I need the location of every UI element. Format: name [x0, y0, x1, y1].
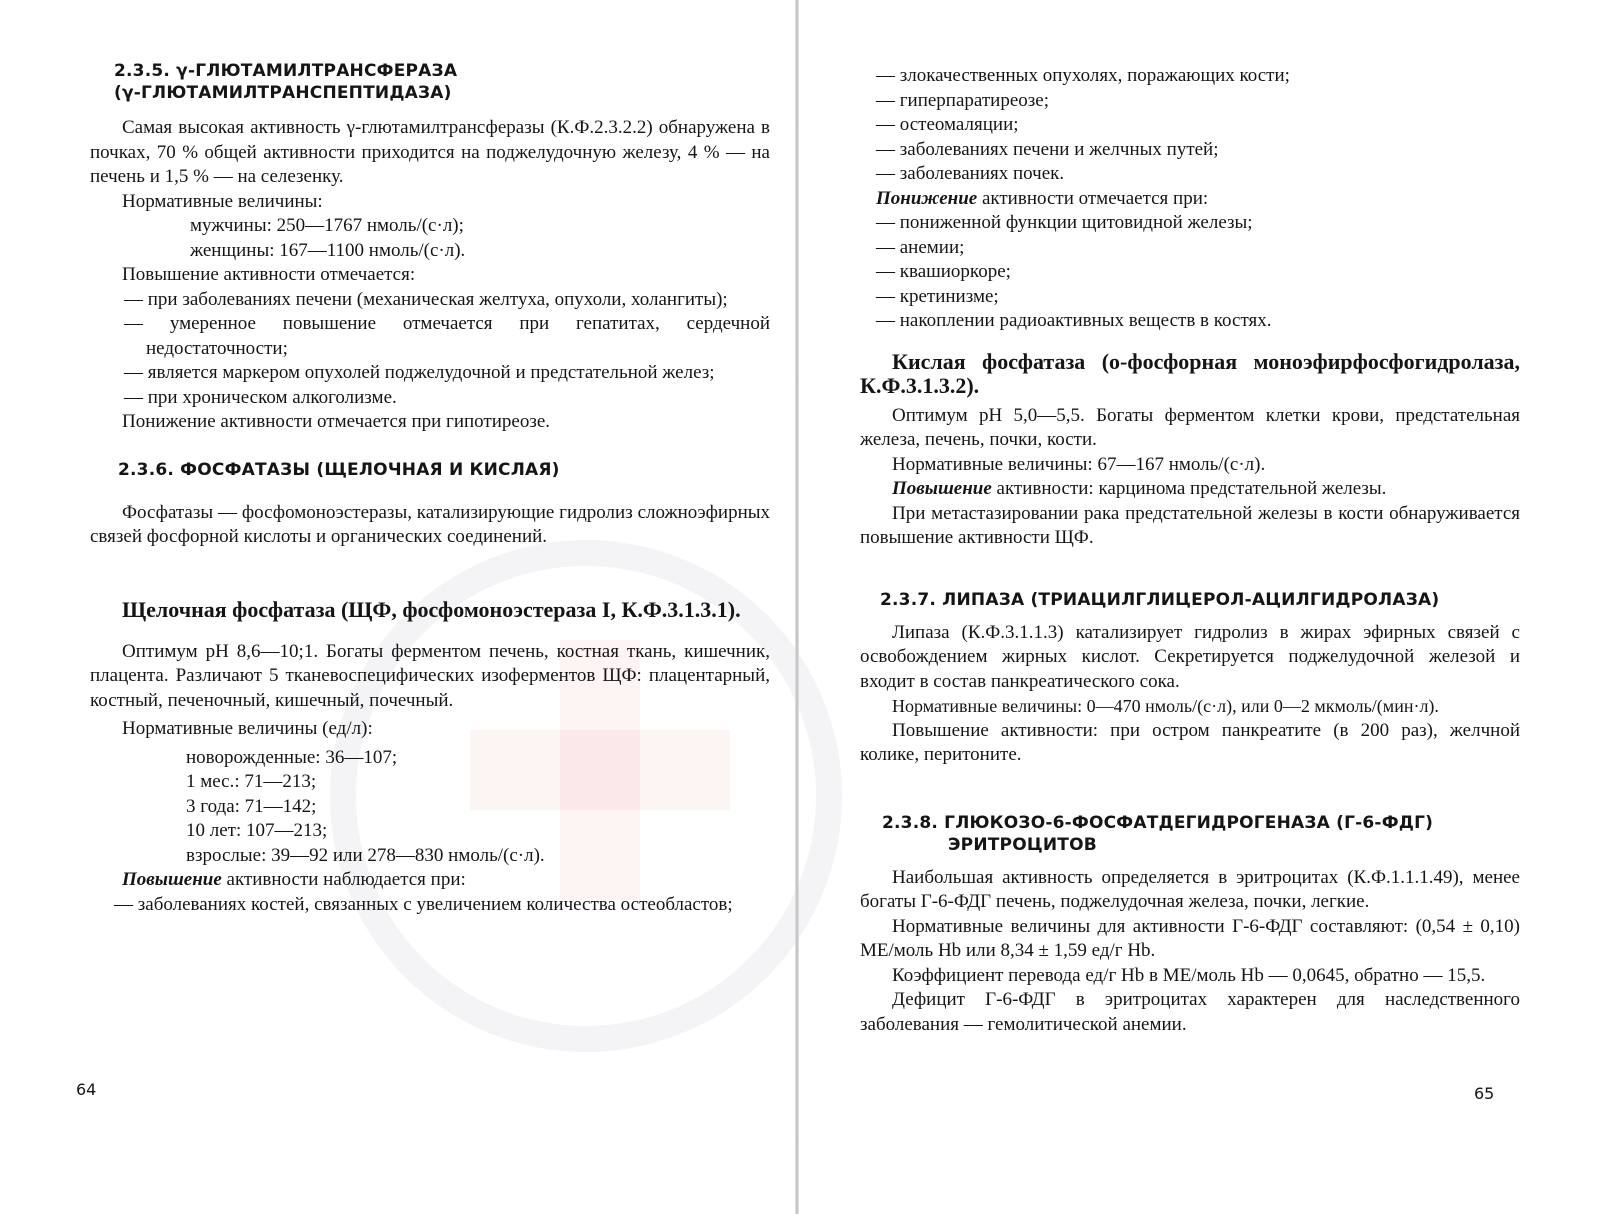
g6pd-paragraph-2: Нормативные величины для активности Г-6-ФДГ составляют: (0,54 ± 0,10) МЕ/моль Hb или 8,34 ± 1,59 ед/г Hb. — [860, 915, 1520, 961]
phosphatase-paragraph: Фосфатазы — фосфомоноэстеразы, катализирующие гидролиз сложноэфирных связей фосфорной кислоты и органических соединений. — [90, 501, 770, 547]
ggt-paragraph: Самая высокая активность γ-глютамилтрансферазы (К.Ф.2.3.2.2) обнаружена в почках, 70 % общей активности приходится на поджелудочную железу, 4 % — на печень и 1,5 % — на селезенку. — [90, 117, 770, 187]
alkaline-norm-newborn: новорожденные: 36—107; — [186, 746, 398, 768]
alkaline-decrease-item-5: — накоплении радиоактивных веществ в костях. — [876, 310, 1272, 331]
heading-2-3-6: 2.3.6. ФОСФАТАЗЫ (ЩЕЛОЧНАЯ И КИСЛАЯ) — [118, 459, 560, 480]
g6pd-paragraph-1: Наибольшая активность определяется в эритроцитах (К.Ф.1.1.1.49), менее богаты Г-6-ФДГ печень, поджелудочная железа, почки, легкие. — [860, 866, 1520, 912]
ggt-increase-item-1: — при заболеваниях печени (механическая желтуха, опухоли, холангиты); — [124, 288, 728, 310]
acid-increase-line: Повышение активности: карцинома предстательной железы. — [892, 478, 1387, 499]
acid-metastasis: При метастазировании рака предстательной железы в кости обнаруживается повышение активности ЩФ. — [860, 502, 1520, 548]
heading-2-3-5: 2.3.5. γ-ГЛЮТАМИЛТРАНСФЕРАЗА (γ-ГЛЮТАМИЛТРАНСПЕПТИДАЗА) — [114, 61, 458, 103]
ggt-decrease: Понижение активности отмечается при гипотиреозе. — [122, 411, 551, 432]
alkaline-decrease-item-3: — квашиоркоре; — [876, 261, 1011, 282]
alkaline-norm-10-years: 10 лет: 107—213; — [186, 820, 328, 841]
lipase-norm: Нормативные величины: 0—470 нмоль/(с·л), или 0—2 мкмоль/(мин·л). — [892, 696, 1439, 716]
page-number-left: 64 — [76, 1080, 97, 1099]
ggt-increase-item-2: — умеренное повышение отмечается при гепатитах, сердечной недостаточности; — [124, 313, 770, 359]
alkaline-decrease-item-2: — анемии; — [876, 236, 965, 258]
alkaline-decrease-item-4: — кретинизме; — [876, 285, 999, 307]
alkaline-norm-3-years: 3 года: 71—142; — [186, 795, 317, 817]
g6pd-paragraph-3: Коэффициент перевода ед/г Hb в МЕ/моль Hb — 0,0645, обратно — 15,5. — [892, 964, 1486, 986]
page-number-right: 65 — [1474, 1084, 1495, 1103]
alkaline-increase-item-3: — гиперпаратиреозе; — [876, 89, 1049, 111]
ggt-norm-women: женщины: 167—1100 нмоль/(с·л). — [190, 239, 466, 261]
alkaline-phosphatase-paragraph: Оптимум рН 8,6—10;1. Богаты ферментом печень, костная ткань, кишечник, плацента. Различают 5 тканевоспецифических изоферментов ЩФ: плацентарный, костный, печеночный, кишечный, почечный. — [90, 640, 770, 711]
ggt-norm-label: Нормативные величины: — [122, 190, 323, 212]
page-gutter — [795, 0, 799, 1214]
heading-2-3-7: 2.3.7. ЛИПАЗА (ТРИАЦИЛГЛИЦЕРОЛ-АЦИЛГИДРОЛАЗА) — [880, 589, 1440, 610]
alkaline-increase-item-5: — заболеваниях печени и желчных путей; — [876, 138, 1219, 160]
acid-phosphatase-title: Кислая фосфатаза (о-фосфорная моноэфирфосфогидролаза, К.Ф.3.1.3.2). — [860, 348, 1520, 398]
alkaline-phosphatase-title: Щелочная фосфатаза (ЩФ, фосфомоноэстераза I, К.Ф.3.1.3.1). — [122, 596, 741, 622]
right-page — [860, 64, 1520, 1037]
heading-2-3-8: 2.3.8. ГЛЮКОЗО-6-ФОСФАТДЕГИДРОГЕНАЗА (Г-6-ФДГ) ЭРИТРОЦИТОВ — [882, 812, 1434, 855]
alkaline-increase-item-6: — заболеваниях почек. — [876, 163, 1065, 184]
alkaline-increase-item-2: — злокачественных опухолях, поражающих кости; — [876, 65, 1290, 86]
acid-norm: Нормативные величины: 67—167 нмоль/(с·л). — [892, 453, 1266, 475]
ggt-increase-label: Повышение активности отмечается: — [122, 264, 416, 285]
alkaline-decrease-line: Понижение активности отмечается при: — [876, 187, 1209, 209]
lipase-increase: Повышение активности: при остром панкреатите (в 200 раз), желчной колике, перитоните. — [860, 719, 1520, 765]
ggt-increase-item-4: — при хроническом алкоголизме. — [124, 386, 397, 408]
ggt-norm-men: мужчины: 250—1767 нмоль/(с·л); — [190, 215, 464, 236]
alkaline-norm-label: Нормативные величины (ед/л): — [122, 718, 373, 739]
lipase-paragraph: Липаза (К.Ф.3.1.1.3) катализирует гидролиз в жирах эфирных связей с освобождением жирных кислот. Секретируется поджелудочной железой и входит в состав панкреатического сока. — [860, 621, 1520, 692]
alkaline-decrease-item-1: — пониженной функции щитовидной железы; — [876, 212, 1253, 233]
alkaline-increase-item-4: — остеомаляции; — [876, 114, 1019, 135]
g6pd-paragraph-4: Дефицит Г-6-ФДГ в эритроцитах характерен для наследственного заболевания — гемолитической анемии. — [860, 989, 1520, 1035]
acid-phosphatase-paragraph: Оптимум рН 5,0—5,5. Богаты ферментом клетки крови, предстательная железа, печень, почки, кости. — [860, 404, 1520, 450]
alkaline-increase-line: Повышение активности наблюдается при: — [122, 869, 466, 890]
alkaline-norm-1-month: 1 мес.: 71—213; — [186, 771, 317, 792]
ggt-increase-item-3: — является маркером опухолей поджелудочной и предстательной желез; — [124, 362, 715, 383]
alkaline-increase-item-1: — заболеваниях костей, связанных с увеличением количества остеобластов; — [114, 893, 733, 915]
alkaline-norm-adults: взрослые: 39—92 или 278—830 нмоль/(с·л). — [186, 844, 545, 866]
left-page — [90, 60, 770, 917]
